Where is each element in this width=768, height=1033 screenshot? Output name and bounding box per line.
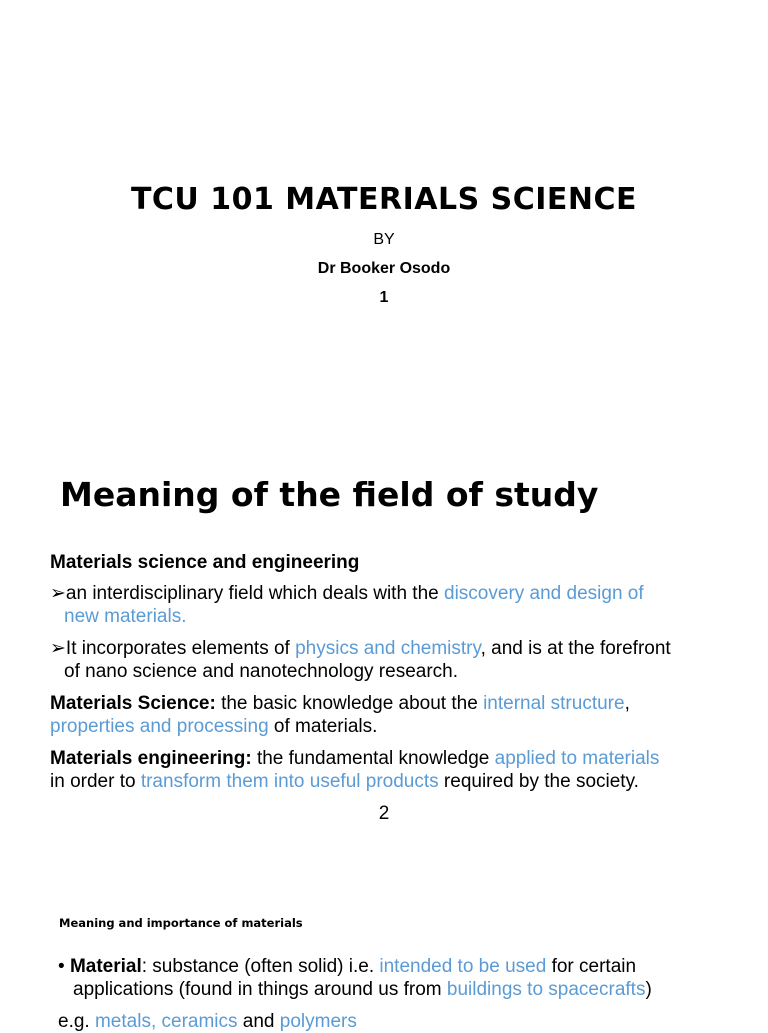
link-internal-structure[interactable]: internal structure <box>483 693 625 714</box>
slide1-by: BY <box>373 231 395 248</box>
bullet2-link-physics[interactable]: physics and chemistry <box>295 638 481 659</box>
link-intended-use[interactable]: intended to be used <box>379 956 547 977</box>
material-text: : substance (often solid) i.e. <box>141 956 380 977</box>
eg-text: e.g. <box>58 1011 95 1032</box>
link-metals-ceramics[interactable]: metals, ceramics <box>94 1011 238 1032</box>
slide2-para-engineering-line2 <box>50 770 639 793</box>
slide2-page-number: 2 <box>378 803 390 824</box>
slide3-bullet1-line2 <box>73 978 652 1001</box>
material-text-d: ) <box>645 979 652 1000</box>
eg-and: and <box>237 1011 280 1032</box>
link-properties-processing[interactable]: properties and processing <box>50 716 269 737</box>
slide1-page-number: 1 <box>379 289 389 306</box>
slide3-bullet1 <box>58 955 636 978</box>
para-science-label: Materials Science: <box>50 693 216 714</box>
bullet1-text: an interdisciplinary field which deals with the <box>65 583 445 604</box>
slide2-bullet1 <box>50 582 644 605</box>
link-applied-to-materials[interactable]: applied to materials <box>494 748 660 769</box>
bullet1-link-discovery[interactable]: discovery and design of <box>444 583 644 604</box>
slide2-para-science-line2 <box>50 715 377 738</box>
para-engineering-text-b: in order to <box>50 771 141 792</box>
para-engineering-label: Materials engineering: <box>50 748 252 769</box>
para-science-text: the basic knowledge about the <box>215 693 484 714</box>
slide1-title: TCU 101 MATERIALS SCIENCE <box>130 182 638 217</box>
para-engineering-tail: required by the society. <box>438 771 639 792</box>
bullet-dot-icon: • <box>58 956 65 977</box>
arrow-bullet-icon: ➢ <box>50 638 66 659</box>
slide2-bullet2 <box>50 637 671 660</box>
para-engineering-text: the fundamental knowledge <box>251 748 495 769</box>
slide3-eg-line <box>58 1010 357 1033</box>
link-buildings-spacecrafts[interactable]: buildings to spacecrafts <box>446 979 646 1000</box>
material-label: Material <box>69 956 142 977</box>
slide3-heading: Meaning and importance of materials <box>59 916 303 930</box>
bullet2-text: It incorporates elements of <box>65 638 296 659</box>
slide2-subheading: Materials science and engineering <box>50 552 360 573</box>
material-text-b: for certain <box>546 956 637 977</box>
slide1-author: Dr Booker Osodo <box>317 260 451 277</box>
bullet2-continuation: of nano science and nanotechnology research. <box>64 661 458 682</box>
para-science-tail: of materials. <box>268 716 378 737</box>
slide2-para-science <box>50 692 630 715</box>
material-text-c: applications (found in things around us from <box>73 979 447 1000</box>
bullet2-text-b: , and is at the forefront <box>480 638 671 659</box>
bullet1-link-new-materials[interactable]: new materials. <box>64 606 187 627</box>
para-science-comma: , <box>624 693 630 714</box>
slide2-para-engineering <box>50 747 659 770</box>
arrow-bullet-icon: ➢ <box>50 583 66 604</box>
slide2-title: Meaning of the field of study <box>60 475 599 514</box>
link-transform-products[interactable]: transform them into useful products <box>140 771 439 792</box>
link-polymers[interactable]: polymers <box>279 1011 357 1032</box>
